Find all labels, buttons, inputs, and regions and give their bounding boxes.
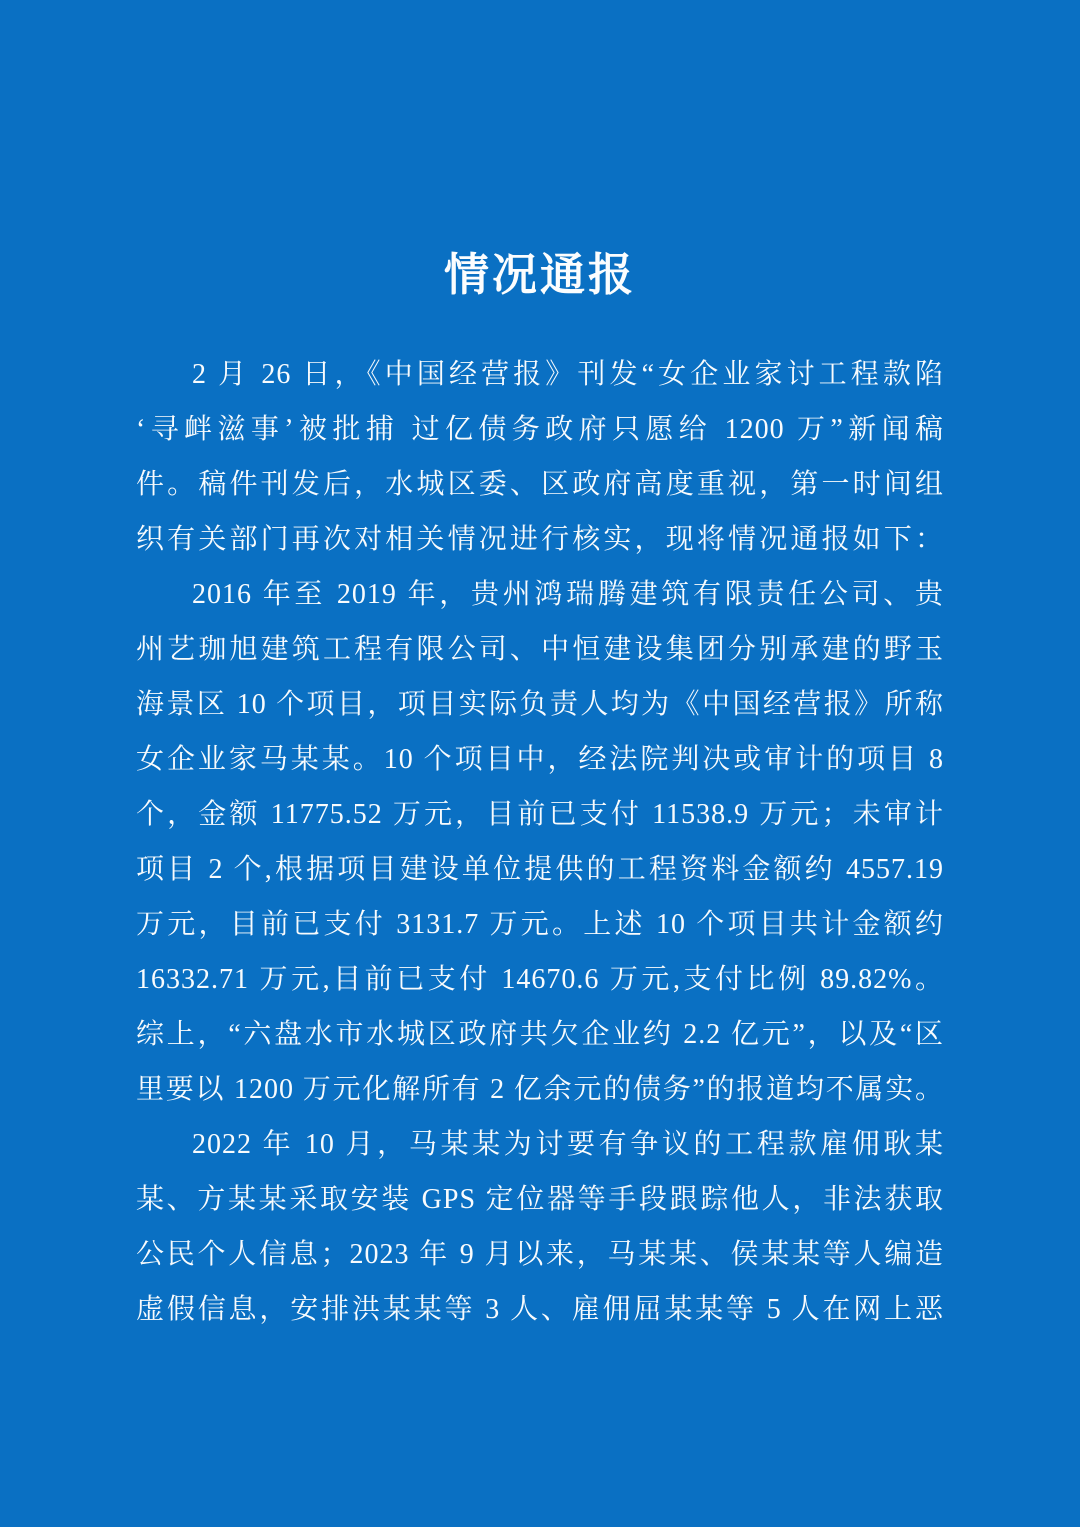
text-line: 2022 年 10 月，马某某为讨要有争议的工程款雇佣耿某 xyxy=(192,1129,944,1160)
text-line: 公民个人信息；2023 年 9 月以来，马某某、侯某某等人编造 xyxy=(136,1239,944,1270)
text-line: 2 月 26 日，《中国经营报》刊发“女企业家讨工程款陷 xyxy=(192,359,944,390)
text-line: 16332.71 万元,目前已支付 14670.6 万元,支付比例 89.82%。 xyxy=(136,964,944,995)
text-line: 件。稿件刊发后，水城区委、区政府高度重视，第一时间组 xyxy=(136,469,944,500)
text-line: 织有关部门再次对相关情况进行核实，现将情况通报如下： xyxy=(136,524,944,555)
notice-body xyxy=(136,347,944,1337)
text-line: 个，金额 11775.52 万元，目前已支付 11538.9 万元；未审计 xyxy=(136,799,944,830)
text-line: 州艺珈旭建筑工程有限公司、中恒建设集团分别承建的野玉 xyxy=(136,634,944,665)
text-line: 某、方某某采取安装 GPS 定位器等手段跟踪他人，非法获取 xyxy=(136,1184,944,1215)
text-line: 项目 2 个,根据项目建设单位提供的工程资料金额约 4557.19 xyxy=(136,854,944,885)
text-line: 里要以 1200 万元化解所有 2 亿余元的债务”的报道均不属实。 xyxy=(136,1074,944,1105)
text-line: 综上，“六盘水市水城区政府共欠企业约 2.2 亿元”，以及“区 xyxy=(136,1019,944,1050)
text-line: 虚假信息，安排洪某某等 3 人、雇佣屈某某等 5 人在网上恶 xyxy=(136,1294,944,1325)
text-line: 万元，目前已支付 3131.7 万元。上述 10 个项目共计金额约 xyxy=(136,909,944,940)
text-line: 2016 年至 2019 年，贵州鸿瑞腾建筑有限责任公司、贵 xyxy=(192,579,944,610)
text-line: 海景区 10 个项目，项目实际负责人均为《中国经营报》所称 xyxy=(136,689,944,720)
notice-title: 情况通报 xyxy=(443,250,636,300)
text-line: ‘寻衅滋事’被批捕 过亿债务政府只愿给 1200 万”新闻稿 xyxy=(136,414,944,445)
text-line: 女企业家马某某。10 个项目中，经法院判决或审计的项目 8 xyxy=(136,744,944,775)
